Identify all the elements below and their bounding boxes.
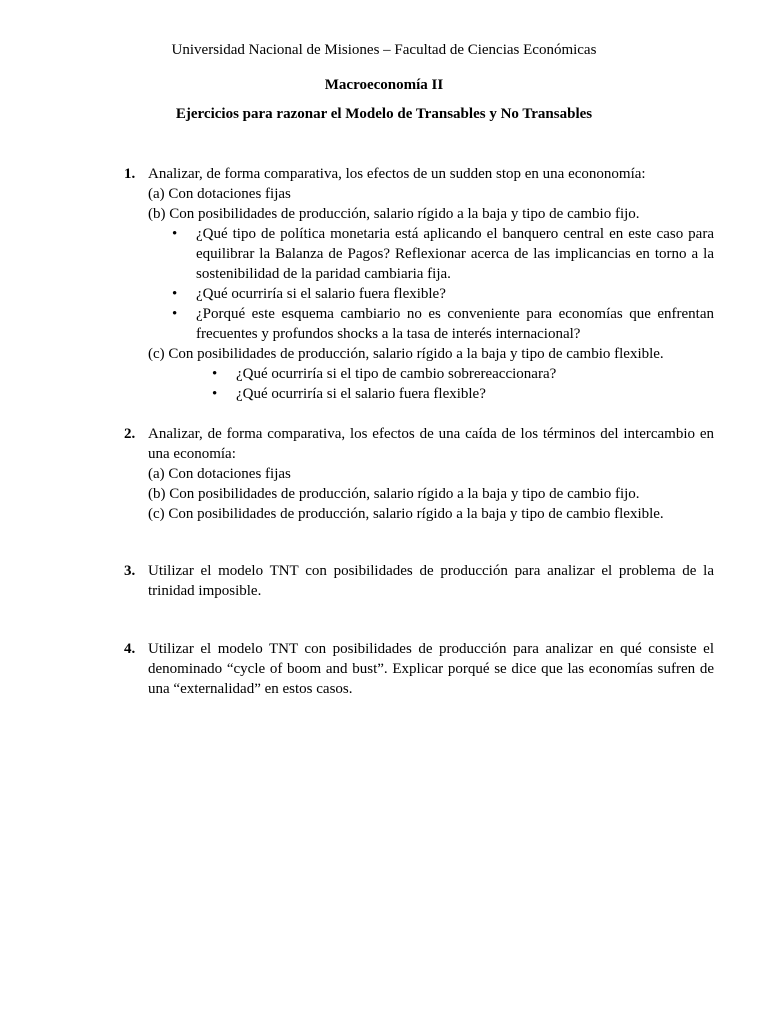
exercise-body <box>148 639 714 699</box>
option-c: (c) Con posibilidades de producción, salario rígido a la baja y tipo de cambio flexible. <box>148 346 664 362</box>
exercise-intro: Analizar, de forma comparativa, los efectos de un sudden stop en una econonomía: <box>148 166 646 182</box>
bullet-item <box>212 384 714 404</box>
bullet-item <box>172 224 714 284</box>
bullet-text: ¿Qué ocurriría si el tipo de cambio sobrereaccionara? <box>236 366 557 382</box>
bullet-text: ¿Qué ocurriría si el salario fuera flexible? <box>236 386 486 402</box>
option-b-bullets <box>172 224 714 344</box>
exercise-number: 1. <box>124 166 136 182</box>
bullet-icon: • <box>172 226 178 242</box>
bullet-text: ¿Porqué este esquema cambiario no es conveniente para economías que enfrentan frecuentes y profundos shocks a la tasa de interés internacional? <box>196 306 714 342</box>
bullet-item <box>172 304 714 344</box>
exercise-number: 4. <box>124 641 136 657</box>
exercise-body <box>148 424 714 524</box>
exercise-text: Utilizar el modelo TNT con posibilidades de producción para analizar en qué consiste el denominado “cycle of boom and bust”. Explicar porqué se dice que las economías sufren de una “externalidad” en estos casos. <box>148 641 714 697</box>
exercise-number: 2. <box>124 426 136 442</box>
option-c: (c) Con posibilidades de producción, salario rígido a la baja y tipo de cambio flexible. <box>148 506 664 522</box>
bullet-icon: • <box>172 306 178 322</box>
bullet-icon: • <box>172 286 178 302</box>
exercise-intro: Analizar, de forma comparativa, los efectos de una caída de los términos del intercambio en una economía: <box>148 426 714 462</box>
exercise-text: Utilizar el modelo TNT con posibilidades de producción para analizar el problema de la trinidad imposible. <box>148 563 714 599</box>
exercise-body <box>148 164 714 404</box>
bullet-item <box>212 364 714 384</box>
option-b: (b) Con posibilidades de producción, salario rígido a la baja y tipo de cambio fijo. <box>148 486 640 502</box>
course-title: Macroeconomía II <box>324 77 444 93</box>
document-title: Ejercicios para razonar el Modelo de Transables y No Transables <box>175 106 593 122</box>
bullet-item <box>172 284 714 304</box>
bullet-text: ¿Qué tipo de política monetaria está aplicando el banquero central en este caso para equilibrar la Balanza de Pagos? Reflexionar acerca de las implicancias en torno a la sostenibilidad de la paridad cambiaria fija. <box>196 226 714 282</box>
bullet-icon: • <box>212 386 218 402</box>
institution-header: Universidad Nacional de Misiones – Facultad de Ciencias Económicas <box>171 42 597 58</box>
bullet-icon: • <box>212 366 218 382</box>
option-a: (a) Con dotaciones fijas <box>148 466 291 482</box>
exercise-number: 3. <box>124 563 136 579</box>
exercise-body <box>148 561 714 601</box>
bullet-text: ¿Qué ocurriría si el salario fuera flexible? <box>196 286 446 302</box>
option-a: (a) Con dotaciones fijas <box>148 186 291 202</box>
option-c-bullets <box>212 364 714 404</box>
option-b: (b) Con posibilidades de producción, salario rígido a la baja y tipo de cambio fijo. <box>148 206 640 222</box>
